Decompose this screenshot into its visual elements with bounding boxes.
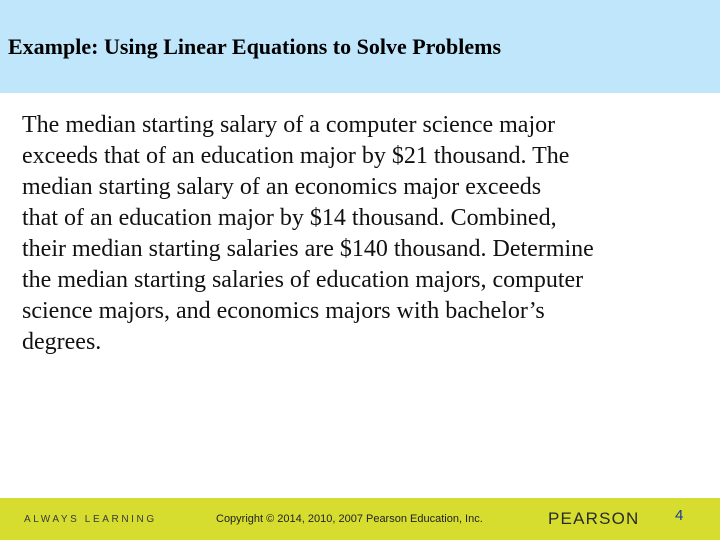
problem-text-line: their median starting salaries are $140 thousand. Determine	[22, 236, 594, 262]
problem-text	[22, 110, 712, 358]
problem-text-line: The median starting salary of a computer science major	[22, 112, 556, 138]
problem-text-line: science majors, and economics majors with bachelor’s	[22, 298, 545, 324]
footer-bar	[0, 498, 720, 540]
slide-title: Example: Using Linear Equations to Solve Problems	[8, 34, 502, 59]
page-number: 4	[675, 507, 684, 524]
problem-text-line: that of an education major by $14 thousand. Combined,	[22, 205, 557, 231]
always-learning-tagline: ALWAYS LEARNING	[24, 514, 157, 525]
problem-text-line: degrees.	[22, 329, 102, 355]
problem-text-line: median starting salary of an economics major exceeds	[22, 174, 542, 200]
pearson-logo: PEARSON	[548, 509, 640, 528]
copyright-notice: Copyright © 2014, 2010, 2007 Pearson Education, Inc.	[216, 513, 483, 525]
title-bar	[0, 0, 720, 93]
problem-text-line: the median starting salaries of education majors, computer	[22, 267, 584, 293]
problem-text-line: exceeds that of an education major by $21 thousand. The	[22, 143, 570, 169]
